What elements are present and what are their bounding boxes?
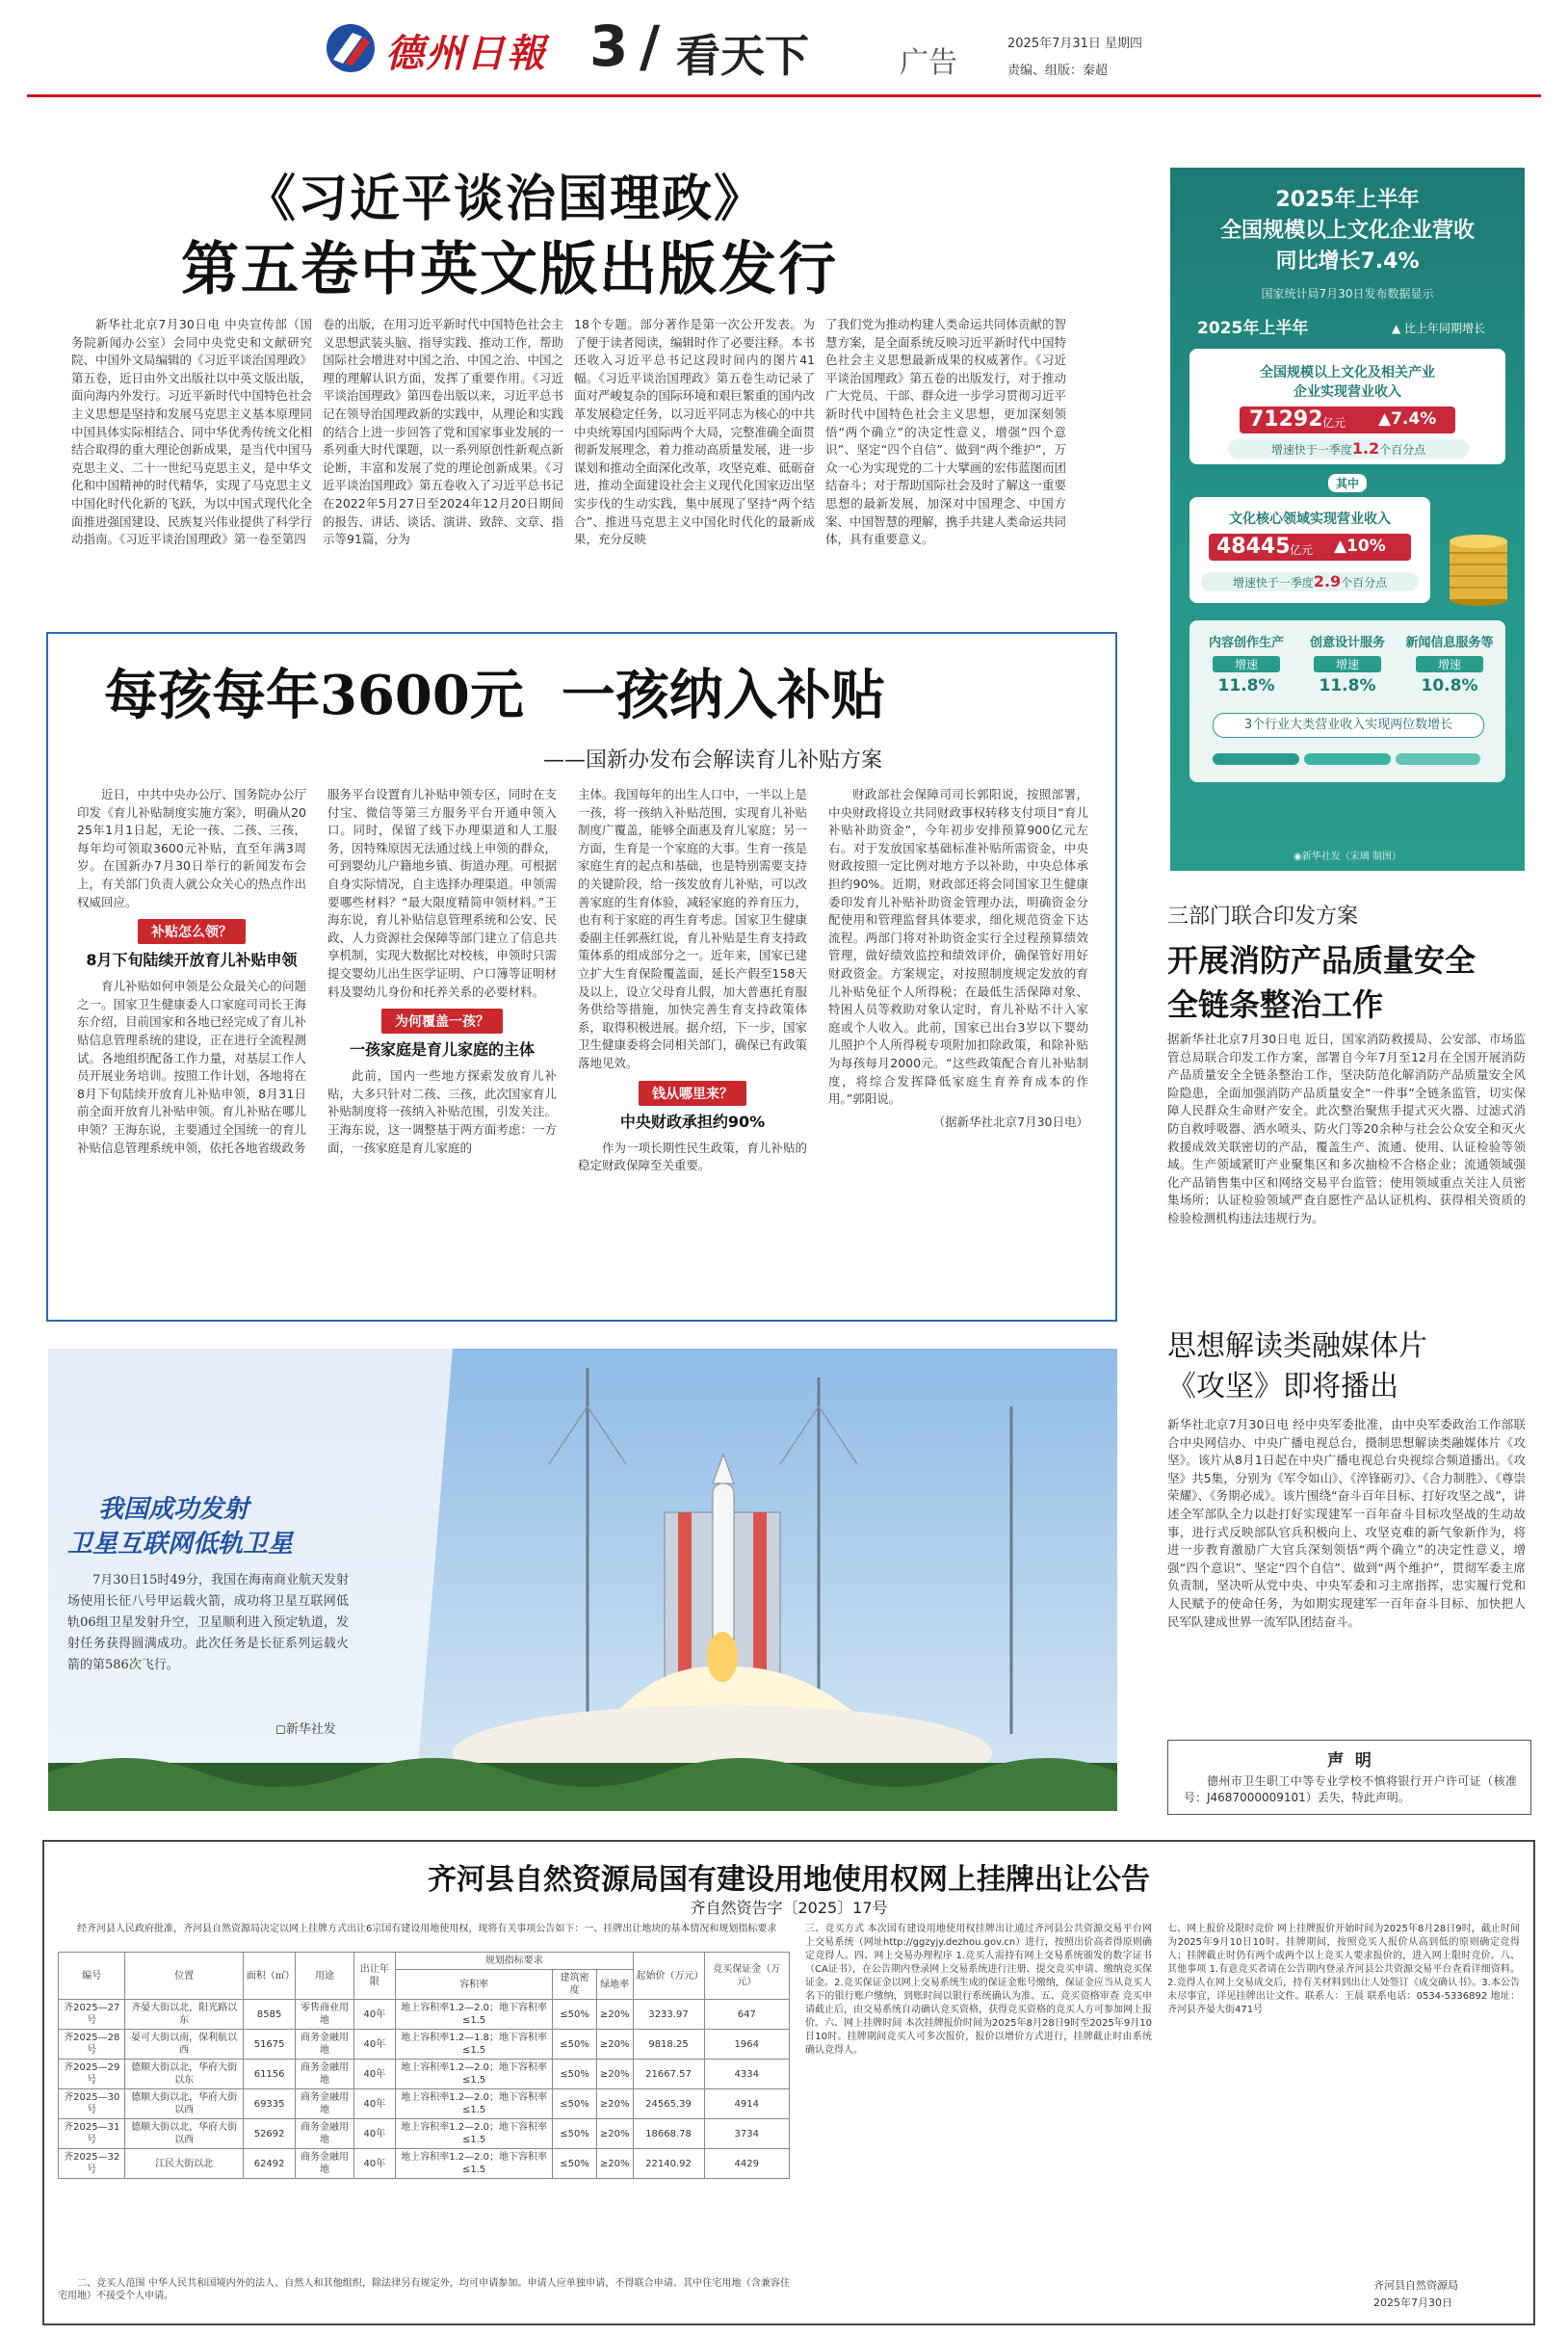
- statement-body: 德州市卫生职工中等专业学校不慎将银行开户许可证（核准号：J4687000009101）丢失，特此声明。: [1184, 1774, 1517, 1804]
- masthead-rule: [27, 94, 1541, 97]
- cell: 4429: [704, 2149, 789, 2179]
- info-among-label: 其中: [1328, 474, 1367, 492]
- info-card-total: [1189, 349, 1505, 464]
- cell: 地上容积率1.2—2.0；地下容积率≤1.5: [396, 2149, 553, 2179]
- table-row: [59, 2030, 790, 2060]
- subsidy-col1-p2: 育儿补贴如何申领是公众最关心的问题之一。国家卫生健康委人口家庭司司长王海东介绍，目前国家和各地已经完成了育儿补贴信息管理系统的建设，正在进行全流程测试。各地组织配备工作力量，对基层工作人员开展业务培训。按照工作计划，各地将在8月下旬陆续开放育儿补贴申领，8月31日前全面开放育儿补贴申领。育儿补贴在哪儿申领？王海东说，主要通过全国统一的育儿补贴信息管理系统申领，依托各地省级政务: [77, 979, 306, 1155]
- card1-title1: 全国规模以上文化及相关产业: [1260, 365, 1435, 381]
- cell: 22140.92: [633, 2149, 704, 2179]
- cell: 40年: [353, 2060, 395, 2089]
- documentary-story: [1165, 1322, 1531, 1726]
- lead-col-4: 了我们党为推动构建人类命运共同体贡献的智慧方案，是全面系统反映习近平新时代中国特色社会主义思想最新成果的权威著作。《习近平谈治国理政》第五卷的出版发行，对于推动广大党员、干部、群众进一步学习贯彻习近平新时代中国特色社会主义思想，更加深刻领悟“两个确立”的决定性意义，增强“四个意识”、坚定“四个自信”、做到“两个维护”，万众一心为实现党的二十大擘画的宏伟蓝图而团结奋斗；对于帮助国际社会及时了解这一重要思想的最新发展，加深对中国理念、中国方案、中国智慧的理解，携手共建人类命运共同体，具有重要意义。: [825, 317, 1066, 547]
- notice-title: 齐河县自然资源局国有建设用地使用权网上挂牌出让公告: [428, 1863, 1150, 1897]
- cell: 61156: [243, 2060, 296, 2089]
- gold-coins-icon: [1440, 503, 1517, 609]
- sector-bars: [1213, 746, 1482, 771]
- fire-title-1: 开展消防产品质量安全: [1167, 942, 1477, 979]
- sector-3-name: 新闻信息服务等: [1405, 636, 1494, 650]
- fire-body: 据新华社北京7月30日电 近日，国家消防救援局、公安部、市场监管总局联合印发工作方案，部署自今年7月至12月在全国开展消防产品质量安全全链条整治工作，坚决防范化解消防产品质量安全风险隐患，全面加强消防产品质量安全“一件事”全链条监管，切实保障人民群众生命财产安全。此次整治聚焦手提式灭火器、过滤式消防自救呼吸器、洒水喷头、防火门等20余种与社会公众安全和灭火救援成效关联密切的产品，覆盖生产、流通、使用、认证检验等领域。生产领域紧盯产业聚集区和多次抽检不合格企业；流通领域强化产品销售集中区和网络交易平台监管；使用领域重点关注人员密集场所；认证检验领域严查自愿性产品认证机构、获得相关资质的检验检测机构违法违规行为。: [1167, 1032, 1526, 1225]
- subsidy-title: 每孩每年3600元 一孩纳入补贴: [104, 664, 885, 727]
- card1-note-pre: 增速快于一季度: [1270, 443, 1352, 457]
- table-row: [59, 2060, 790, 2089]
- subsidy-subtitle: ——国新办发布会解读育儿补贴方案: [543, 748, 883, 773]
- card2-growth: ▲10%: [1334, 537, 1386, 556]
- subsidy-credit: （据新华社北京7月30日电）: [932, 1114, 1088, 1129]
- cell: 江民大街以北: [125, 2149, 243, 2179]
- drama-title-1: 思想解读类融媒体片: [1167, 1329, 1427, 1363]
- th-use: 用途: [296, 1953, 353, 2000]
- notice-footer-org: 齐河县自然资源局: [1373, 2279, 1458, 2292]
- satellite-credit: ◻新华社发: [275, 1722, 336, 1737]
- notice-footer-date: 2025年7月30日: [1373, 2297, 1452, 2309]
- info-legend: ▲ 比上年同期增长: [1392, 322, 1486, 335]
- notice-intro: 经齐河县人民政府批准，齐河县自然资源局决定以网上挂牌方式出让6宗国有建设用地使用权，现将有关事项公告如下：一、挂牌出让地块的基本情况和规划指标要求: [77, 1924, 777, 1934]
- cell: 69335: [243, 2089, 296, 2119]
- card2-title: 文化核心领域实现营业收入: [1229, 512, 1391, 527]
- sector-1: [1199, 632, 1294, 696]
- cell: 地上容积率1.2—2.0；地下容积率≤1.5: [396, 2089, 553, 2119]
- cell: ≤50%: [553, 2119, 597, 2149]
- card2-unit: 亿元: [1290, 543, 1314, 557]
- card2-note: [1201, 572, 1419, 591]
- cell: 齐2025—27号: [59, 2000, 125, 2030]
- cell: 21667.57: [633, 2060, 704, 2089]
- card1-unit: 亿元: [1322, 416, 1346, 430]
- issue-date: 2025年7月31日 星期四: [1007, 37, 1143, 51]
- cell: ≤50%: [553, 2149, 597, 2179]
- cell: 8585: [243, 2000, 296, 2030]
- cell: 40年: [353, 2119, 395, 2149]
- info-title-2: 全国规模以上文化企业营收: [1219, 219, 1475, 243]
- cell: 晏可大街以南，保利航以西: [125, 2030, 243, 2060]
- th-location: 位置: [125, 1953, 243, 2000]
- statement-title: 声 明: [1327, 1751, 1372, 1771]
- cell: 9818.25: [633, 2030, 704, 2060]
- cell: 齐2025—28号: [59, 2030, 125, 2060]
- culture-revenue-infographic: [1170, 168, 1525, 871]
- cell: ≥20%: [596, 2089, 633, 2119]
- th-green: 绿地率: [596, 1970, 633, 2000]
- page-number: 3: [589, 13, 629, 79]
- cell: 40年: [353, 2000, 395, 2030]
- subsidy-tag-1: 补贴怎么领？: [138, 919, 246, 944]
- satellite-feature: [48, 1349, 1117, 1811]
- cell: 40年: [353, 2089, 395, 2119]
- cell: 62492: [243, 2149, 296, 2179]
- subsidy-col2-p1: 服务平台设置育儿补贴申领专区，同时在支付宝、微信等第三方服务平台开通申领入口。同时，保留了线下办理渠道和人工服务，因特殊原因无法通过线上申领的群众，可到婴幼儿户籍地乡镇、街道办理。可根据自身实际情况，自主选择办理渠道。申领需要哪些材料？“最大限度精简申领材料。”王海东说，育儿补贴信息管理系统和公安、民政、人力资源社会保障等部门建立了信息共享机制，实现大数据比对校核，申领时只需提交婴幼儿出生医学证明、户口簿等证明材料及婴幼儿身份和托养关系的必要材料。: [327, 787, 557, 999]
- card1-title2: 企业实现营业收入: [1294, 384, 1401, 400]
- sector-2-label: 增速: [1314, 656, 1381, 672]
- card2-value: 48445: [1216, 535, 1291, 559]
- cell: ≥20%: [596, 2119, 633, 2149]
- card1-value: 71292: [1249, 407, 1323, 432]
- masthead: [0, 0, 1568, 94]
- subsidy-col3-p2: 作为一项长期性民生政策，育儿补贴的稳定财政保障至关重要。: [578, 1140, 807, 1173]
- cell: 3734: [704, 2119, 789, 2149]
- subsidy-story: [46, 632, 1117, 1322]
- ad-label: 广告: [900, 46, 957, 80]
- lead-title-line2: 第五卷中英文版出版发行: [181, 236, 838, 303]
- cell: 商务金融用地: [296, 2119, 353, 2149]
- cell: 齐2025—29号: [59, 2060, 125, 2089]
- subsidy-tag-2: 为何覆盖一孩？: [381, 1009, 503, 1034]
- subsidy-col1-p1: 近日，中共中央办公厅、国务院办公厅印发《育儿补贴制度实施方案》，明确从2025年1月1日起，无论一孩、二孩、三孩，每年均可领取3600元补贴，直至年满3周岁。在国新办7月30日举行的新闻发布会上，有关部门负责人就公众关心的热点作出权威回应。: [77, 787, 306, 909]
- info-title-3: 同比增长7.4%: [1275, 249, 1420, 274]
- cell: ≥20%: [596, 2000, 633, 2030]
- subsidy-tag-3: 钱从哪里来？: [639, 1081, 746, 1106]
- cell: 德顺大街以北，华府大街以西: [125, 2089, 243, 2119]
- sector-2: [1300, 632, 1395, 696]
- cell: ≤50%: [553, 2089, 597, 2119]
- sector-3: [1401, 632, 1498, 696]
- card1-growth: ▲7.4%: [1378, 409, 1437, 429]
- drama-title-2: 《攻坚》即将播出: [1167, 1370, 1398, 1404]
- card1-note-num: 1.2: [1351, 439, 1380, 458]
- card1-note-post: 个百分点: [1379, 443, 1426, 457]
- cell: 齐2025—32号: [59, 2149, 125, 2179]
- drama-body: 新华社北京7月30日电 经中央军委批准，由中央军委政治工作部联合中央网信办、中央广播电视总台，摄制思想解读类融媒体片《攻坚》。该片从8月1日起在中央广播电视总台央视综合频道播出。《攻坚》共5集，分别为《军令如山》、《淬锋砺刃》、《合力制胜》、《尊崇荣耀》、《务期必成》。该片围绕“奋斗百年目标、打好攻坚之战”，讲述全军部队全力以赴打好实现建军一百年奋斗目标攻坚战的生动故事，进行式反映部队官兵积极向上、攻坚克难的新气象新作为，将进一步教育激励广大官兵深刻领悟“两个确立”的决定性意义，增强“四个意识”、坚定“四个自信”、做到“两个维护”，贯彻军委主席负责制，坚决听从党中央、中央军委和习主席指挥，忠实履行党和人民赋予的使命任务，为如期实现建军一百年奋斗目标、加快把人民军队建成世界一流军队团结奋斗。: [1167, 1417, 1526, 1629]
- parcel-table: [58, 1952, 790, 2179]
- table-row: [59, 2119, 790, 2149]
- cell: 4914: [704, 2089, 789, 2119]
- newspaper-logo-icon: [324, 21, 378, 75]
- cell: 齐2025—31号: [59, 2119, 125, 2149]
- th-far: 容积率: [396, 1970, 553, 2000]
- card1-note: [1228, 439, 1469, 459]
- th-density: 建筑密度: [553, 1970, 597, 2000]
- newspaper-name: 德州日報: [385, 31, 547, 76]
- fire-kicker: 三部门联合印发方案: [1167, 905, 1359, 929]
- th-area: 面积（㎡）: [243, 1953, 296, 2000]
- sector-1-value: 11.8%: [1217, 676, 1275, 696]
- notice-section2: 二、竞买人范围 中华人民共和国境内外的法人、自然人和其他组织，除法律另有规定外，均可申请参加。申请人应单独申请，不得联合申请。其中住宅用地（含兼容住宅用地）不接受个人申请。: [58, 2278, 790, 2301]
- cell: 18668.78: [633, 2119, 704, 2149]
- cell: 地上容积率1.2—1.8；地下容积率≤1.5: [396, 2030, 553, 2060]
- card2-note-post: 个百分点: [1341, 576, 1388, 590]
- notice-doc-no: 齐自然资告字〔2025〕17号: [690, 1899, 888, 1917]
- lead-story: [29, 127, 1156, 580]
- cell: 商务金融用地: [296, 2060, 353, 2089]
- th-no: 编号: [59, 1953, 125, 2000]
- cell: ≤50%: [553, 2000, 597, 2030]
- satellite-title-1: 我国成功发射: [98, 1495, 249, 1524]
- sector-3-value: 10.8%: [1421, 676, 1478, 696]
- editor-credit: 责编、组版：秦超: [1007, 64, 1109, 78]
- cell: 德顺大街以北，华府大街以西: [125, 2119, 243, 2149]
- cell: 24565.39: [633, 2089, 704, 2119]
- lead-col-2: 卷的出版，在用习近平新时代中国特色社会主义思想武装头脑、指导实践、推动工作，帮助国际社会增进对中国之治、中国之治、中国之理的理解认识方面，发挥了重要作用。《习近平谈治国理政》第四卷出版以来，习近平总书记在领导治国理政新的实践中，从理论和实践的结合上进一步回答了党和国家事业发展的一系列重大时代课题，以一系列原创性新观点新论断，丰富和发展了党的理论创新成果。《习近平谈治国理政》第五卷收入了习近平总书记在2022年5月27日至2024年12月20日期间的报告、讲话、谈话、演讲、致辞、文章、指示等91篇，分为: [323, 317, 563, 547]
- sector-1-label: 增速: [1213, 656, 1280, 672]
- fire-title-2: 全链条整治工作: [1167, 986, 1384, 1023]
- info-card-sectors: [1189, 620, 1505, 782]
- info-title-1: 2025年上半年: [1275, 188, 1420, 212]
- cell: 商务金融用地: [296, 2149, 353, 2179]
- th-term: 出让年限: [353, 1953, 395, 2000]
- th-deposit: 竞买保证金（万元）: [704, 1953, 789, 2000]
- cell: 52692: [243, 2119, 296, 2149]
- info-period: 2025年上半年: [1197, 319, 1309, 338]
- subsidy-tag1-head: 8月下旬陆续开放育儿补贴申领: [86, 951, 298, 970]
- sector-3-label: 增速: [1416, 656, 1483, 672]
- subsidy-col2-p2: 此前，国内一些地方探索发放育儿补贴，大多只针对二孩、三孩，此次国家育儿补贴制度将一孩纳入补贴范围，引发关注。王海东说，这一调整基于两方面考虑：一方面，一孩家庭是育儿家庭的: [327, 1068, 557, 1155]
- card2-note-num: 2.9: [1313, 572, 1342, 591]
- info-credit: ◉新华社发（宋璃 制图）: [1294, 852, 1401, 862]
- lead-title-line1: 《习近平谈治国理政》: [246, 170, 767, 228]
- cell: ≤50%: [553, 2030, 597, 2060]
- statement-box: [1167, 1740, 1531, 1815]
- satellite-title-2: 卫星互联网低轨卫星: [67, 1530, 294, 1559]
- section-title: 看天下: [676, 30, 809, 82]
- notice-middle-col: 三、竞买方式 本次国有建设用地使用权挂牌出让通过齐河县公共资源交易平台网上交易系统（网址http://ggzyjy.dezhou.gov.cn）进行，按照出价高者得原则确定竞得人。四、网上交易办理程序 1.竞买人需持有网上交易系统颁发的数字证书（CA证书），在公告期内登录网上交易系统进行注册、提交竞买申请、缴纳竞买保证金。2.竞买保证金以网上交易系统生成的保证金账号缴纳，保证金应当从竞买人名下的银行账户缴纳，到账时间以银行系统确认为准。五、竞买资格审查 竞买申请截止后，由交易系统自动确认竞买资格，获得竞买资格的竞买人方可参加网上报价。六、网上挂牌时间 本次挂牌报价时间为2025年8月28日9时至2025年9月10日10时。挂牌期间竞买人可多次报价，报价以增价方式进行，挂牌截止时由系统确认竞得人。: [805, 1924, 1152, 2056]
- page-slash: /: [640, 13, 661, 79]
- cell: 地上容积率1.2—2.0；地下容积率≤1.5: [396, 2119, 553, 2149]
- cell: 零售商业用地: [296, 2000, 353, 2030]
- cell: ≥20%: [596, 2030, 633, 2060]
- sector-2-value: 11.8%: [1319, 676, 1376, 696]
- cell: 40年: [353, 2149, 395, 2179]
- cell: 1964: [704, 2030, 789, 2060]
- cell: ≥20%: [596, 2149, 633, 2179]
- cell: 齐晏大街以北，阳光路以东: [125, 2000, 243, 2030]
- subsidy-col3-p1: 主体。我国每年的出生人口中，一半以上是一孩，将一孩纳入补贴范围，实现育儿补贴制度广覆盖，能够全面惠及育儿家庭；另一方面，生育是一个家庭的大事。生育一孩是家庭生育的起点和基础，也是特别需要支持的关键阶段，给一孩发放育儿补贴，可以改善家庭的生育体验，减轻家庭的养育压力，也有利于家庭的再生育考虑。国家卫生健康委副主任郭燕红说，育儿补贴是生育支持政策体系的组成部分之一。近年来，国家已建立扩大生育保险覆盖面，延长产假至158天及以上，设立父母育儿假，加大普惠托育服务供给等措施，加快完善生育支持政策体系，取得积极进展。据介绍，下一步，国家卫生健康委将会同相关部门，确保已有政策落地见效。: [578, 787, 807, 1070]
- lead-col-3: 18个专题。部分著作是第一次公开发表。为了便于读者阅读，编辑时作了必要注释。本书还收入习近平总书记这段时间内的图片41幅。《习近平谈治国理政》第五卷生动记录了面对严峻复杂的国际环境和艰巨繁重的国内改革发展稳定任务，以习近平同志为核心的中共中央统筹国内国际两个大局，完整准确全面贯彻新发展理念，着力推动高质量发展，进一步谋划和推动全面深化改革，攻坚克难、砥砺奋进，推动全面建设社会主义现代化国家迈出坚实步伐的生动实践，集中展现了坚持“两个结合”、推进马克思主义中国化时代化的最新成果，充分反映: [574, 317, 815, 547]
- notice-right-col: 七、网上报价及限时竞价 网上挂牌报价开始时间为2025年8月28日9时，截止时间为2025年9月10日10时。挂牌期间，按照竞买人报价从高到低的原则确定竞得人；挂牌截止时仍有两个或两个以上竞买人要求报价的，进入网上限时竞价。八、其他事项 1.有意竞买者请在公告期内登录齐河县公共资源交易平台查看详细资料。2.竞得人在网上交易成交后，持有关材料到出让人处签订《成交确认书》。3.本公告未尽事宜，详见挂牌出让文件。联系人：王晨 联系电话：0534-5336892 地址：齐河县齐晏大街471号: [1167, 1924, 1520, 2015]
- sector-2-name: 创意设计服务: [1309, 636, 1385, 650]
- cell: 地上容积率1.2—2.0；地下容积率≤1.5: [396, 2000, 553, 2030]
- cell: 地上容积率1.2—2.0；地下容积率≤1.5: [396, 2060, 553, 2089]
- th-start-price: 起始价（万元）: [633, 1953, 704, 2000]
- info-summary: 3个行业大类营业收入实现两位数增长: [1213, 713, 1484, 738]
- th-planning: 规划指标要求: [396, 1953, 633, 1970]
- subsidy-tag2-head: 一孩家庭是育儿家庭的主体: [349, 1040, 535, 1060]
- fire-safety-story: [1165, 890, 1531, 1295]
- info-card-core: [1189, 497, 1430, 603]
- cell: ≥20%: [596, 2060, 633, 2089]
- card2-note-pre: 增速快于一季度: [1232, 576, 1314, 590]
- info-source: 国家统计局7月30日发布数据显示: [1261, 287, 1434, 301]
- cell: 德顺大街以北，华府大街以东: [125, 2060, 243, 2089]
- cell: 40年: [353, 2030, 395, 2060]
- cell: 商务金融用地: [296, 2030, 353, 2060]
- subsidy-col4-p1: 财政部社会保障司司长郭阳说，按照部署，中央财政将设立共同财政事权转移支付项目“育儿补贴补助资金”，今年初步安排预算900亿元左右。对于发放国家基础标准补贴所需资金，中央财政按照一定比例对地方予以补助，中央总体承担约90%。近期，财政部还将会同国家卫生健康委印发育儿补贴补助资金管理办法，明确资金分配使用和管理监督具体要求，细化规范资金下达流程。两部门将对补助资金实行全过程预算绩效管理，做好绩效监控和绩效评价，确保管好用好财政资金。方案规定，对按照制度规定发放的育儿补贴免征个人所得税；在最低生活保障对象、特困人员等救助对象认定时，育儿补贴不计入家庭或个人收入。此前，国家已出台3岁以下婴幼儿照护个人所得税专项附加扣除政策，和除补贴为每孩每月2000元。“这些政策配合育儿补贴制度，将综合发挥降低家庭生育养育成本的作用。”郭阳说。: [828, 787, 1088, 1107]
- cell: 51675: [243, 2030, 296, 2060]
- cell: 3233.97: [633, 2000, 704, 2030]
- lead-col-1: 新华社北京7月30日电 中央宣传部（国务院新闻办公室）会同中央党史和文献研究院、中国外文局编辑的《习近平谈治国理政》第五卷，近日由外文出版社以中英文版出版，面向海内外发行。习近平新时代中国特色社会主义思想是坚持和发展马克思主义基本原理同中国具体实际相结合、同中华优秀传统文化相结合取得的重大理论创新成果，是当代中国马克思主义、二十一世纪马克思主义，是中华文化和中国精神的时代精华，实现了马克思主义中国化时代化新的飞跃，为以中国式现代化全面推进强国建设、民族复兴伟业提供了科学行动指南。《习近平谈治国理政》第一卷至第四: [71, 317, 312, 547]
- cell: 647: [704, 2000, 789, 2030]
- table-row: [59, 2000, 790, 2030]
- cell: 齐2025—30号: [59, 2089, 125, 2119]
- cell: 商务金融用地: [296, 2089, 353, 2119]
- cell: ≤50%: [553, 2060, 597, 2089]
- satellite-body: 7月30日15时49分，我国在海南商业航天发射场使用长征八号甲运载火箭，成功将卫星互联网低轨06组卫星发射升空，卫星顺利进入预定轨道，发射任务获得圆满成功。此次任务是长征系列运载火箭的第586次飞行。: [67, 1573, 349, 1672]
- subsidy-tag3-head: 中央财政承担约90%: [619, 1112, 766, 1131]
- land-auction-notice: [42, 1840, 1535, 2325]
- sector-1-name: 内容创作生产: [1208, 636, 1284, 650]
- cell: 4334: [704, 2060, 789, 2089]
- table-row: [59, 2089, 790, 2119]
- table-row: [59, 2149, 790, 2179]
